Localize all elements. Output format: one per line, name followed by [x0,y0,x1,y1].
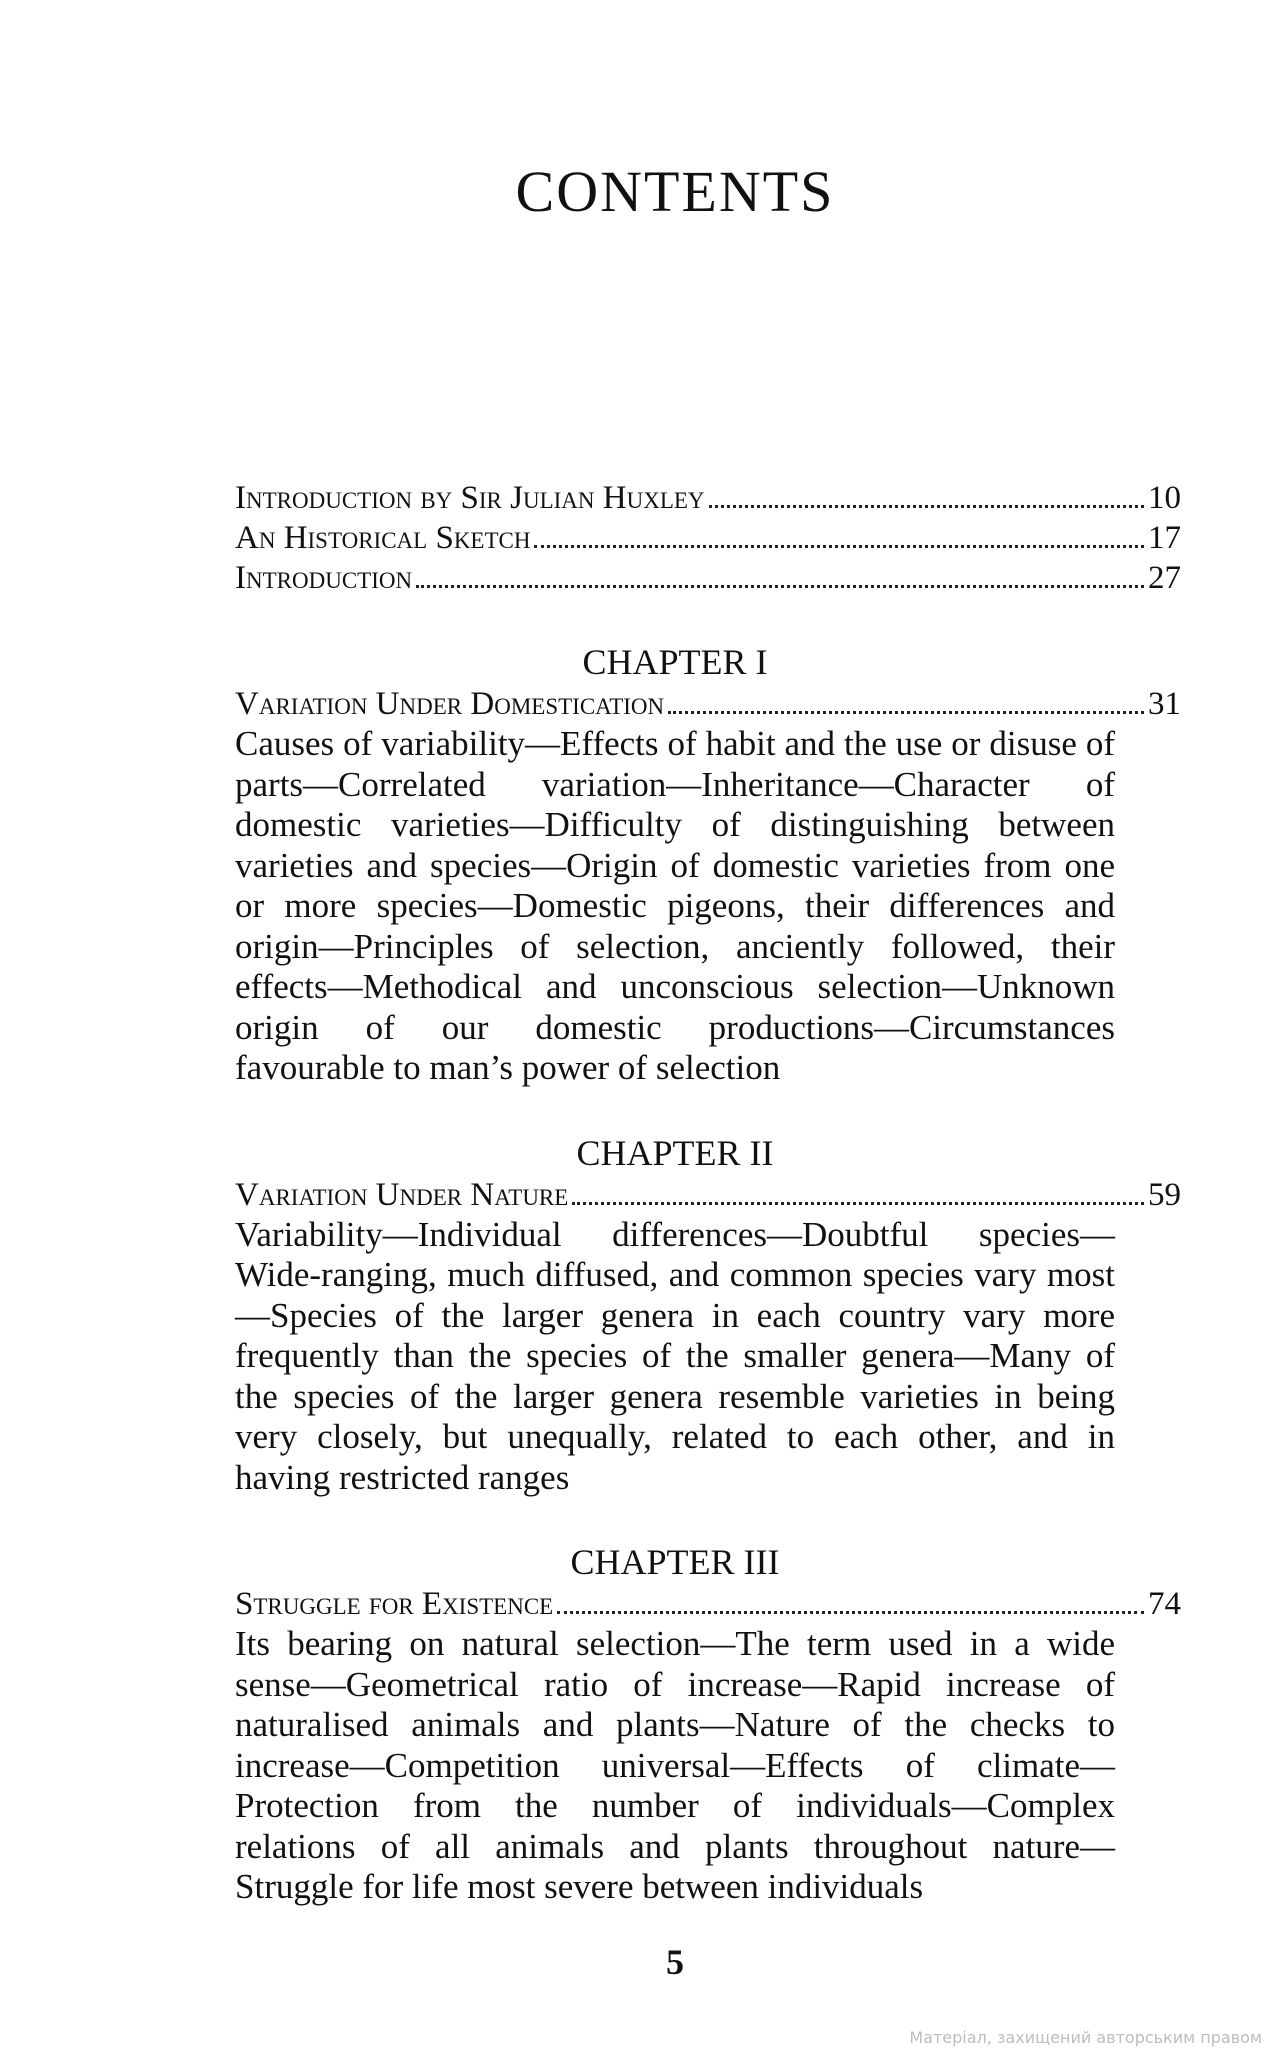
toc-entry-page: 31 [1148,686,1181,722]
toc-entry-introduction[interactable] [235,558,1181,598]
chapter-heading: CHAPTER III [570,1542,780,1582]
toc-entry-page: 17 [1148,520,1181,556]
chapter-summary: Variability—Individual differences—Doubtful species—Wide-ranging, much diffused, and common species vary most—Species of the larger genera in each country vary more frequently than the species of the smaller genera—Many of the species of the larger genera resemble varieties in being very closely, but unequally, related to each other, and in having restricted ranges [235,1214,1115,1497]
dot-leader [668,711,1144,714]
chapter-section-1 [235,640,1181,1089]
chapter-heading: CHAPTER I [582,642,768,682]
page-number: 5 [666,1942,684,1982]
chapter-heading: CHAPTER II [576,1132,774,1173]
page-title: CONTENTS [515,159,835,224]
toc-entry-title: Introduction [235,560,413,596]
table-of-contents [235,478,1181,1908]
toc-entry-title: Variation Under Nature [235,1176,569,1213]
dot-leader [534,545,1144,548]
toc-entry-title: Variation Under Domestication [235,686,665,722]
dot-leader [572,1202,1144,1205]
dot-leader [416,585,1144,588]
toc-entry-page: 10 [1148,480,1181,516]
toc-entry-title: An Historical Sketch [235,520,531,556]
toc-entry-chapter-1[interactable] [235,684,1181,724]
toc-entry-chapter-3[interactable] [235,1584,1181,1624]
chapter-section-2 [235,1131,1181,1499]
dot-leader [709,505,1144,508]
toc-entry-title: Introduction by Sir Julian Huxley [235,480,705,516]
copyright-watermark: Матеріал, захищений авторським правом [909,2028,1262,2047]
chapter-section-3 [235,1540,1181,1908]
toc-entry-introduction-huxley[interactable] [235,478,1181,518]
toc-entry-chapter-2[interactable] [235,1175,1181,1215]
toc-entry-page: 59 [1148,1176,1181,1213]
toc-entry-title: Struggle for Existence [235,1586,554,1622]
toc-entry-historical-sketch[interactable] [235,518,1181,558]
chapter-summary: Causes of variability—Effects of habit and the use or disuse of parts—Correlated variation—Inheritance—Character of domestic varieties—Difficulty of distinguishing between varieties and species—Origin of domestic varieties from one or more species—Domestic pigeons, their differences and origin—Principles of selection, anciently followed, their effects—Methodical and unconscious selection—Unknown origin of our domestic productions—Circumstances favourable to man’s power of selection [235,724,1115,1087]
dot-leader [557,1611,1144,1614]
chapter-summary: Its bearing on natural selection—The term used in a wide sense—Geometrical ratio of increase—Rapid increase of naturalised animals and plants—Nature of the checks to increase—Competition universal—Effects of climate—Protection from the number of individuals—Complex relations of all animals and plants throughout nature—Struggle for life most severe between individuals [235,1624,1115,1906]
toc-entry-page: 74 [1148,1586,1181,1622]
toc-entry-page: 27 [1148,560,1181,596]
